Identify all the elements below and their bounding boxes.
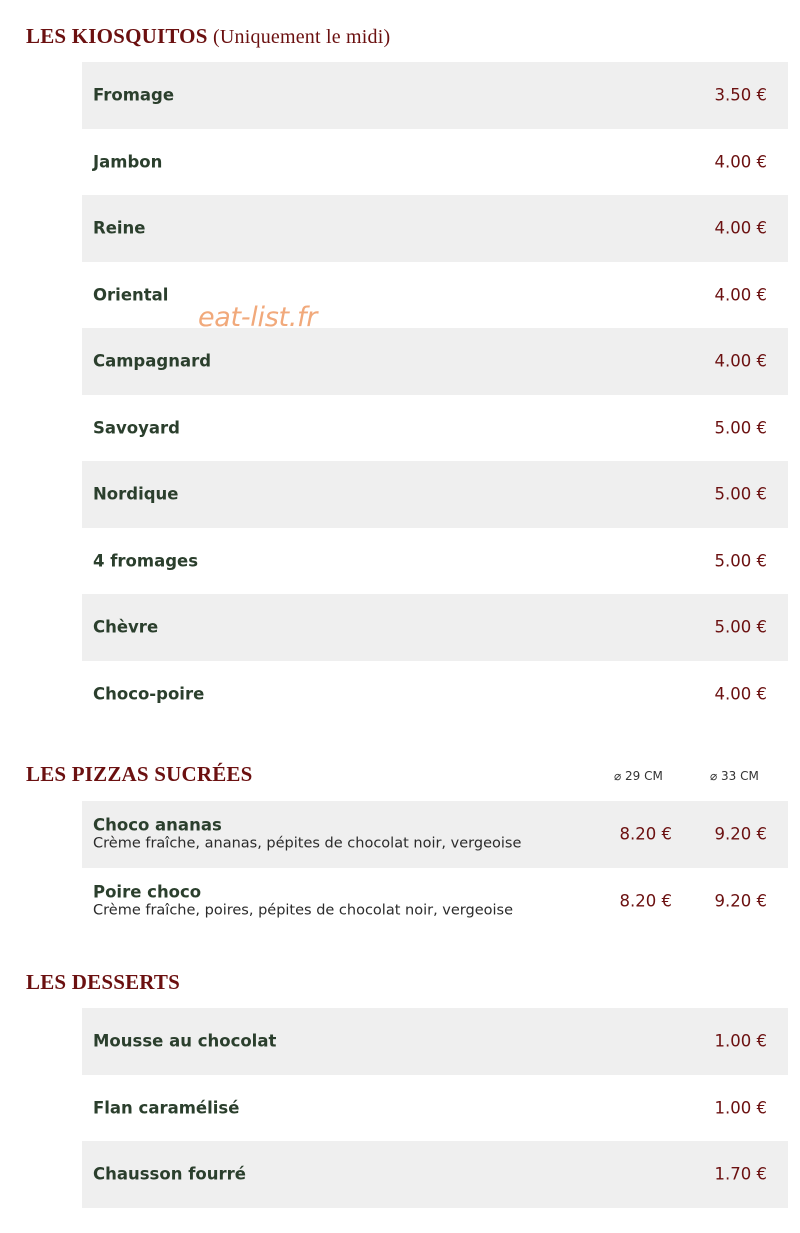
item-name: Campagnard xyxy=(93,351,212,371)
item-name: Chèvre xyxy=(93,617,159,637)
item-name: 4 fromages xyxy=(93,551,199,571)
item-name: Mousse au chocolat xyxy=(93,1031,277,1051)
item-name: Chausson fourré xyxy=(93,1164,246,1184)
item-name: Jambon xyxy=(93,152,163,172)
desserts-list xyxy=(82,1008,788,1208)
item-name: Poire choco xyxy=(93,882,202,902)
item-name: Fromage xyxy=(93,85,175,105)
kiosquitos-list xyxy=(82,62,788,727)
item-price: 4.00 € xyxy=(714,351,767,371)
menu-item xyxy=(82,395,788,462)
pizzas-sucrees-list xyxy=(82,801,788,934)
section-title-pizzas-sucrees xyxy=(26,762,253,787)
menu-item xyxy=(82,868,788,935)
section-subtitle: (Uniquement le midi) xyxy=(213,26,391,48)
section-title-text: LES KIOSQUITOS xyxy=(26,24,208,48)
item-price-33: 9.20 € xyxy=(714,891,767,911)
menu-item xyxy=(82,661,788,728)
menu-item xyxy=(82,328,788,395)
menu-item xyxy=(82,1008,788,1075)
item-name: Oriental xyxy=(93,285,169,305)
menu-item xyxy=(82,262,788,329)
section-title-text: LES DESSERTS xyxy=(26,970,180,994)
item-info xyxy=(93,882,513,919)
menu-item xyxy=(82,129,788,196)
item-price: 5.00 € xyxy=(714,418,767,438)
item-price: 1.00 € xyxy=(714,1098,767,1118)
item-name: Reine xyxy=(93,218,146,238)
menu-item xyxy=(82,62,788,129)
menu-item xyxy=(82,528,788,595)
menu-item xyxy=(82,461,788,528)
item-price: 4.00 € xyxy=(714,285,767,305)
item-name: Choco ananas xyxy=(93,815,222,835)
item-name: Flan caramélisé xyxy=(93,1098,240,1118)
item-price: 4.00 € xyxy=(714,684,767,704)
item-price-29: 8.20 € xyxy=(619,824,672,844)
item-price-33: 9.20 € xyxy=(714,824,767,844)
item-price: 1.70 € xyxy=(714,1164,767,1184)
section-title-text: LES PIZZAS SUCRÉES xyxy=(26,762,253,786)
item-price: 5.00 € xyxy=(714,617,767,637)
menu-item xyxy=(82,594,788,661)
item-price: 1.00 € xyxy=(714,1031,767,1051)
menu-item xyxy=(82,1075,788,1142)
size-header-33: ⌀ 33 CM xyxy=(710,769,759,783)
size-header-29: ⌀ 29 CM xyxy=(614,769,663,783)
item-description: Crème fraîche, ananas, pépites de chocolat noir, vergeoise xyxy=(93,835,522,852)
section-title-kiosquitos xyxy=(26,24,390,49)
item-price: 3.50 € xyxy=(714,85,767,105)
item-description: Crème fraîche, poires, pépites de chocolat noir, vergeoise xyxy=(93,902,513,919)
item-price: 5.00 € xyxy=(714,551,767,571)
item-name: Savoyard xyxy=(93,418,180,438)
menu-item xyxy=(82,1141,788,1208)
section-title-desserts xyxy=(26,970,180,995)
item-name: Nordique xyxy=(93,484,179,504)
item-name: Choco-poire xyxy=(93,684,205,704)
item-price: 4.00 € xyxy=(714,152,767,172)
menu-item xyxy=(82,195,788,262)
item-price: 5.00 € xyxy=(714,484,767,504)
watermark: eat-list.fr xyxy=(198,302,318,333)
menu-item xyxy=(82,801,788,868)
item-price-29: 8.20 € xyxy=(619,891,672,911)
item-info xyxy=(93,816,521,853)
item-price: 4.00 € xyxy=(714,218,767,238)
